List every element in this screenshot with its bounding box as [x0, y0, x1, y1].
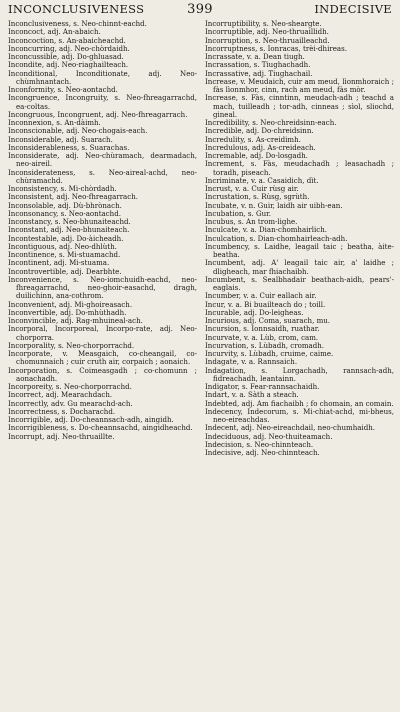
dictionary-entry: Incrassation, s. Tiughachadh. — [205, 60, 311, 70]
page-number: 399 — [187, 2, 213, 17]
dictionary-entry: Incrustation, s. Rùsg, sgrùth. — [205, 192, 310, 202]
page-header — [8, 2, 392, 18]
dictionary-entry: Incongruence, Incongruity, s. Neo-fhreagarrachd, ea-coltas. — [8, 93, 197, 111]
header-right-word: INDECISIVE — [314, 2, 392, 16]
dictionary-entry: Incontrovertible, adj. Dearbhte. — [8, 266, 122, 276]
dictionary-entry: Indigator, s. Fear-rannsachaidh. — [205, 382, 320, 391]
dictionary-entry: Incursion, s. Ionnsaidh, ruathar. — [205, 324, 320, 334]
header-left-word: INCONCLUSIVENESS — [8, 2, 145, 16]
dictionary-entry: Incredible, adj. Do-chreidsinn. — [205, 126, 314, 136]
dictionary-entry: Incontinence, s. Mi-stuamachd. — [8, 250, 121, 259]
dictionary-entry: Incorruptibility, s. Neo-sheargte. — [205, 19, 322, 28]
dictionary-entry: Increment, s. Fàs, meudachadh ; leasachadh ; toradh, piseach. — [205, 159, 394, 177]
dictionary-entry: Incredulity, s. As-creidimh. — [205, 134, 301, 144]
dictionary-entry: Inconstancy, s. Neo-bhunaiteachd. — [8, 217, 131, 226]
dictionary-entry: Incriminate, v. a. Casaidich, dìt. — [205, 175, 319, 185]
dictionary-entry: Incontiguous, adj. Neo-dhlùth. — [8, 241, 117, 251]
dictionary-entry: Incorrect, adj. Mearachdach. — [8, 390, 113, 400]
dictionary-entry: Incorporate, v. Measgaich, co-cheangail, co-chomunnaich ; cuir cruth air, corpaich ; aonaich. — [8, 349, 197, 367]
dictionary-entry: Incorrigibleness, s. Do-cheannsachd, aingidheachd. — [8, 423, 193, 433]
dictionary-entry: Inconvenient, adj. Mi-ghoireasach. — [8, 299, 133, 309]
dictionary-entry: Incrassative, adj. Tiughachail. — [205, 68, 313, 78]
dictionary-entry: Inconditional, Inconditionate, adj. Neo-chùmhnantach. — [8, 68, 197, 86]
dictionary-entry: Inculcation, s. Dian-chomhairleach-adh. — [205, 233, 348, 243]
dictionary-entry: Incumber, v. a. Cuir eallach air. — [205, 291, 317, 301]
dictionary-entry: Incorrectly, adv. Gu mearachd-ach. — [8, 398, 133, 408]
dictionary-entry: Inconsiderate, adj. Neo-chùramach, dearmadach, neo-aireil. — [8, 151, 197, 169]
dictionary-entry: Indecision, s. Neo-chinnteach. — [205, 439, 314, 449]
dictionary-entry: Incumbent, s. Sealbhadair beathach-aidh, pears'-eaglais. — [205, 274, 394, 292]
dictionary-entry: Inconsiderableness, s. Suarachas. — [8, 142, 130, 152]
dictionary-entry: Incubate, v. n. Guir, laidh air uibh-ean. — [205, 200, 343, 210]
dictionary-entry: Indeciduous, adj. Neo-thuiteamach. — [205, 431, 333, 441]
dictionary-entry: Inconvenience, s. Neo-iomchuidh-eachd, neo-fhreagarrachd, neo-ghoir-easachd, dragh, duilichinn, ana-cothrom. — [8, 274, 197, 301]
dictionary-entry: Incurious, adj. Coma, suarach, mu. — [205, 316, 331, 325]
dictionary-entry: Inconnexion, s. An-dàimh. — [8, 118, 101, 127]
dictionary-entry: Incorporation, s. Coimeasgadh ; co-chomunn ; aonachadh. — [8, 365, 197, 383]
dictionary-entry: Incondite, adj. Neo-riaghailteach. — [8, 60, 129, 70]
dictionary-entry: Incurvity, s. Lùbadh, cruime, caime. — [205, 349, 334, 358]
dictionary-entry: Incorrupt, adj. Neo-thruaillte. — [8, 431, 115, 441]
dictionary-entry: Incubation, s. Gur. — [205, 208, 271, 218]
dictionary-entry: Inconformity, s. Neo-aontachd. — [8, 85, 118, 94]
dictionary-entry: Incontestable, adj. Do-àicheadh. — [8, 233, 124, 243]
dictionary-entry: Incurable, adj. Do-leigheas. — [205, 307, 304, 317]
left-column — [8, 20, 197, 441]
dictionary-entry: Inconcoct, adj. An-abaich. — [8, 27, 101, 37]
dictionary-entry: Incubus, s. An trom-lighe. — [205, 217, 298, 226]
dictionary-entry: Indebted, adj. Am fiachaibh ; fo chomain, an comain. — [205, 398, 394, 408]
dictionary-entry: Incorporality, s. Neo-chorporrachd. — [8, 340, 135, 350]
dictionary-entry: Incredibility, s. Neo-chreidsinn-each. — [205, 118, 337, 127]
dictionary-entry: Incorporeity, s. Neo-chorporrachd. — [8, 382, 132, 391]
dictionary-entry: Incrust, v. a. Cuir rùsg air. — [205, 184, 299, 193]
dictionary-entry: Incorruption, s. Neo-thruailleachd. — [205, 35, 330, 45]
dictionary-entry: Indecency, Indecorum, s. Mi-chiat-achd, mi-bheus, neo-eireachdas. — [205, 406, 394, 424]
dictionary-entry: Inconcurring, adj. Neo-chòrdaidh. — [8, 43, 130, 53]
dictionary-entry: Inconclusiveness, s. Neo-chinnt-eachd. — [8, 19, 147, 28]
dictionary-entry: Incorrectness, s. Docharachd. — [8, 406, 116, 416]
dictionary-entry: Incrassate, v. a. Dean tiugh. — [205, 52, 305, 61]
dictionary-entry: Incur, v. a. Bi buailteach do ; toill. — [205, 299, 326, 309]
dictionary-entry: Indecisive, adj. Neo-chinnteach. — [205, 448, 320, 457]
dictionary-entry: Incremable, adj. Do-losgadh. — [205, 151, 308, 160]
dictionary-entry: Increase, s. Fàs, cinntinn, meudach-adh ; teachd a mach, tuilleadh ; tor-adh, cinneas ; sìol, sliochd, gineal. — [205, 93, 394, 119]
dictionary-entry: Incurvation, s. Lùbadh, cromadh. — [205, 340, 324, 350]
dictionary-entry: Inconsiderateness, s. Neo-aireal-achd, neo-chùramachd. — [8, 167, 197, 185]
dictionary-entry: Inculcate, v. a. Dian-chomhairlich. — [205, 225, 328, 235]
dictionary-entry: Incorruptness, s. Ionracas, trèi-dhireas. — [205, 43, 347, 53]
dictionary-entry: Incurvate, v. a. Lùb, crom, cam. — [205, 332, 319, 342]
dictionary-entry: Incontinent, adj. Mi-stuama. — [8, 258, 110, 268]
dictionary-entry: Incorruptible, adj. Neo-thruaillidh. — [205, 27, 329, 37]
dictionary-entry: Incumbency, s. Laidhe, leagail taic ; beatha, àite-beatha. — [205, 241, 394, 259]
dictionary-entry: Indart, v. a. Sàth a steach. — [205, 390, 299, 400]
dictionary-entry: Incorporal, Incorporeal, Incorpo-rate, adj. Neo-chorporra. — [8, 324, 197, 342]
dictionary-entry: Inconsistent, adj. Neo-fhreagarrach. — [8, 192, 138, 202]
dictionary-entry: Indagate, v. a. Rannsaich. — [205, 357, 298, 367]
dictionary-entry: Indecent, adj. Neo-eireachdail, neo-chumhaidh. — [205, 423, 375, 433]
dictionary-entry: Inconstant, adj. Neo-bhunaiteach. — [8, 225, 130, 235]
dictionary-entry: Indagation, s. Lorgachadh, rannsach-adh, fidreachadh, leantainn. — [205, 365, 394, 383]
dictionary-entry: Inconsistency, s. Mi-chòrdadh. — [8, 184, 117, 193]
dictionary-entry: Inconvincible, adj. Rag-mhuineal-ach. — [8, 316, 143, 325]
dictionary-entry: Inconsolable, adj. Dù-bhrònach. — [8, 200, 122, 210]
dictionary-entry: Incredulous, adj. As-creideach. — [205, 142, 316, 152]
dictionary-entry: Inconcussible, adj. Do-ghluasad. — [8, 52, 124, 61]
dictionary-entry: Inconvertible, adj. Do-mhùthadh. — [8, 307, 127, 317]
dictionary-entry: Incongruous, Incongruent, adj. Neo-fhreagarrach. — [8, 109, 188, 119]
dictionary-entry: Increase, v. Meudaich, cuir am meud, lìonmhoraich ; fàs lìonmhor, cinn, rach am meud, fàs mòr. — [205, 76, 394, 94]
dictionary-entry: Inconcoction, s. An-abaicheachd. — [8, 35, 126, 45]
dictionary-entry: Inconscionable, adj. Neo-chogais-each. — [8, 126, 148, 136]
dictionary-entry: Incumbent, adj. A' leagail taic air, a' laidhe ; dligheach, mar fhiachaibh. — [205, 258, 394, 276]
right-column — [205, 20, 394, 457]
dictionary-entry: Inconsiderable, adj. Suarach. — [8, 134, 113, 144]
dictionary-entry: Inconsonancy, s. Neo-aontachd. — [8, 208, 121, 218]
dictionary-entry: Incorrigible, adj. Do-cheannsach-adh, aingidh. — [8, 415, 174, 424]
